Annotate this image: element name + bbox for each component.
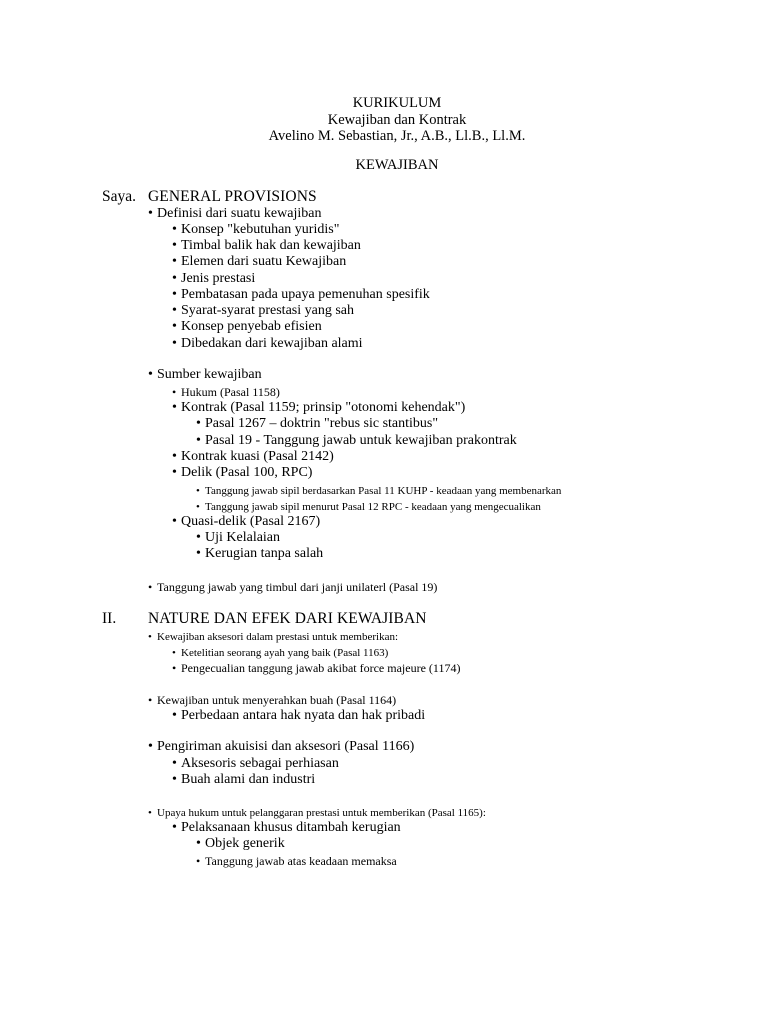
bullet: • [172,400,177,415]
list-item-text: Dibedakan dari kewajiban alami [181,336,363,351]
document-title: KURIKULUM [352,95,442,111]
list-item [172,222,339,238]
list-item-text: Kontrak kuasi (Pasal 2142) [181,449,334,464]
list-item [196,499,541,515]
list-item-text: Tanggung jawab yang timbul dari janji unilaterl (Pasal 19) [157,580,438,594]
list-item [148,206,321,222]
list-item-text: Delik (Pasal 100, RPC) [181,465,313,480]
list-item [172,756,339,772]
list-item-text: Aksesoris sebagai perhiasan [181,756,339,771]
bullet: • [172,336,177,351]
bullet: • [172,222,177,237]
list-item-text: Konsep "kebutuhan yuridis" [181,222,340,237]
list-item [172,384,280,400]
bullet: • [148,807,152,819]
list-item [172,645,388,661]
section-2-title: NATURE DAN EFEK DARI KEWAJIBAN [148,610,427,627]
list-item-text: Pengiriman akuisisi dan aksesori (Pasal 1166) [157,739,415,754]
section-1-number: Saya. [102,188,137,205]
list-item-text: Perbedaan antara hak nyata dan hak pribadi [181,708,426,723]
list-item [196,433,517,449]
bullet: • [172,254,177,269]
main-heading: KEWAJIBAN [355,157,439,173]
bullet: • [148,693,153,707]
list-item [172,254,346,270]
list-item [172,514,320,530]
list-item-text: Pelaksanaan khusus ditambah kerugian [181,820,401,835]
bullet: • [172,772,177,787]
list-item-text: Konsep penyebab efisien [181,319,322,334]
list-item [196,416,438,432]
list-item-text: Kewajiban untuk menyerahkan buah (Pasal 1164) [157,693,397,707]
document-subtitle: Kewajiban dan Kontrak [327,111,467,128]
list-item-text: Pembatasan pada upaya pemenuhan spesifik [181,287,430,302]
list-item-text: Timbal balik hak dan kewajiban [181,238,361,253]
bullet: • [172,385,177,399]
list-item [196,836,285,852]
bullet: • [148,367,153,382]
document-author: Avelino M. Sebastian, Jr., A.B., Ll.B., Ll.M. [268,128,526,144]
list-item-text: Upaya hukum untuk pelanggaran prestasi untuk memberikan (Pasal 1165): [157,807,486,819]
list-item-text: Definisi dari suatu kewajiban [157,206,322,221]
list-item [172,319,322,335]
bullet: • [148,206,153,221]
bullet: • [172,708,177,723]
list-item [172,336,363,352]
list-item-text: Jenis prestasi [181,271,256,286]
section-1-title: GENERAL PROVISIONS [148,188,317,205]
list-item [172,820,401,836]
list-item-text: Objek generik [205,836,285,851]
bullet: • [196,530,201,545]
list-item [172,449,334,465]
bullet: • [148,631,152,643]
bullet: • [196,433,201,448]
bullet: • [172,287,177,302]
bullet: • [148,580,153,594]
bullet: • [172,756,177,771]
list-item-text: Quasi-delik (Pasal 2167) [181,514,321,529]
bullet: • [172,661,177,675]
list-item [196,546,323,562]
list-item-text: Kerugian tanpa salah [205,546,324,561]
list-item [172,772,315,788]
bullet: • [196,546,201,561]
list-item [196,483,561,499]
list-item-text: Elemen dari suatu Kewajiban [181,254,347,269]
list-item-text: Syarat-syarat prestasi yang sah [181,303,354,318]
list-item [172,708,425,724]
list-item-text: Hukum (Pasal 1158) [181,385,280,399]
list-item [148,367,262,383]
bullet: • [196,836,201,851]
bullet: • [196,416,201,431]
list-item [148,739,414,755]
section-2-number: II. [102,610,117,627]
list-item-text: Kontrak (Pasal 1159; prinsip "otonomi kehendak") [181,400,466,415]
list-item-text: Pasal 1267 – doktrin "rebus sic stantibus" [205,416,439,431]
bullet: • [196,501,200,513]
list-item-text: Kewajiban aksesori dalam prestasi untuk memberikan: [157,631,399,643]
list-item [172,287,430,303]
list-item [148,805,486,821]
list-item [172,271,255,287]
list-item-text: Tanggung jawab sipil menurut Pasal 12 RPC - keadaan yang mengecualikan [205,501,541,513]
bullet: • [172,820,177,835]
list-item-text: Buah alami dan industri [181,772,316,787]
list-item [196,853,397,869]
bullet: • [148,739,153,754]
list-item [172,465,312,481]
document-header [0,95,768,145]
list-item-text: Tanggung jawab sipil berdasarkan Pasal 11 KUHP - keadaan yang membenarkan [205,485,562,497]
list-item-text: Tanggung jawab atas keadaan memaksa [205,854,397,868]
bullet: • [196,854,201,868]
bullet: • [172,303,177,318]
bullet: • [172,319,177,334]
list-item [172,303,354,319]
list-item [172,660,460,676]
list-item [148,579,437,595]
list-item [196,530,280,546]
list-item-text: Pasal 19 - Tanggung jawab untuk kewajiban prakontrak [205,433,517,448]
bullet: • [172,238,177,253]
list-item [172,238,361,254]
bullet: • [196,485,200,497]
list-item [148,629,398,645]
bullet: • [172,514,177,529]
list-item [148,692,396,708]
list-item-text: Ketelitian seorang ayah yang baik (Pasal 1163) [181,647,389,659]
list-item-text: Pengecualian tanggung jawab akibat force majeure (1174) [181,661,461,675]
list-item-text: Sumber kewajiban [157,367,262,382]
bullet: • [172,647,176,659]
bullet: • [172,271,177,286]
list-item-text: Uji Kelalaian [205,530,281,545]
list-item [172,400,465,416]
bullet: • [172,449,177,464]
bullet: • [172,465,177,480]
